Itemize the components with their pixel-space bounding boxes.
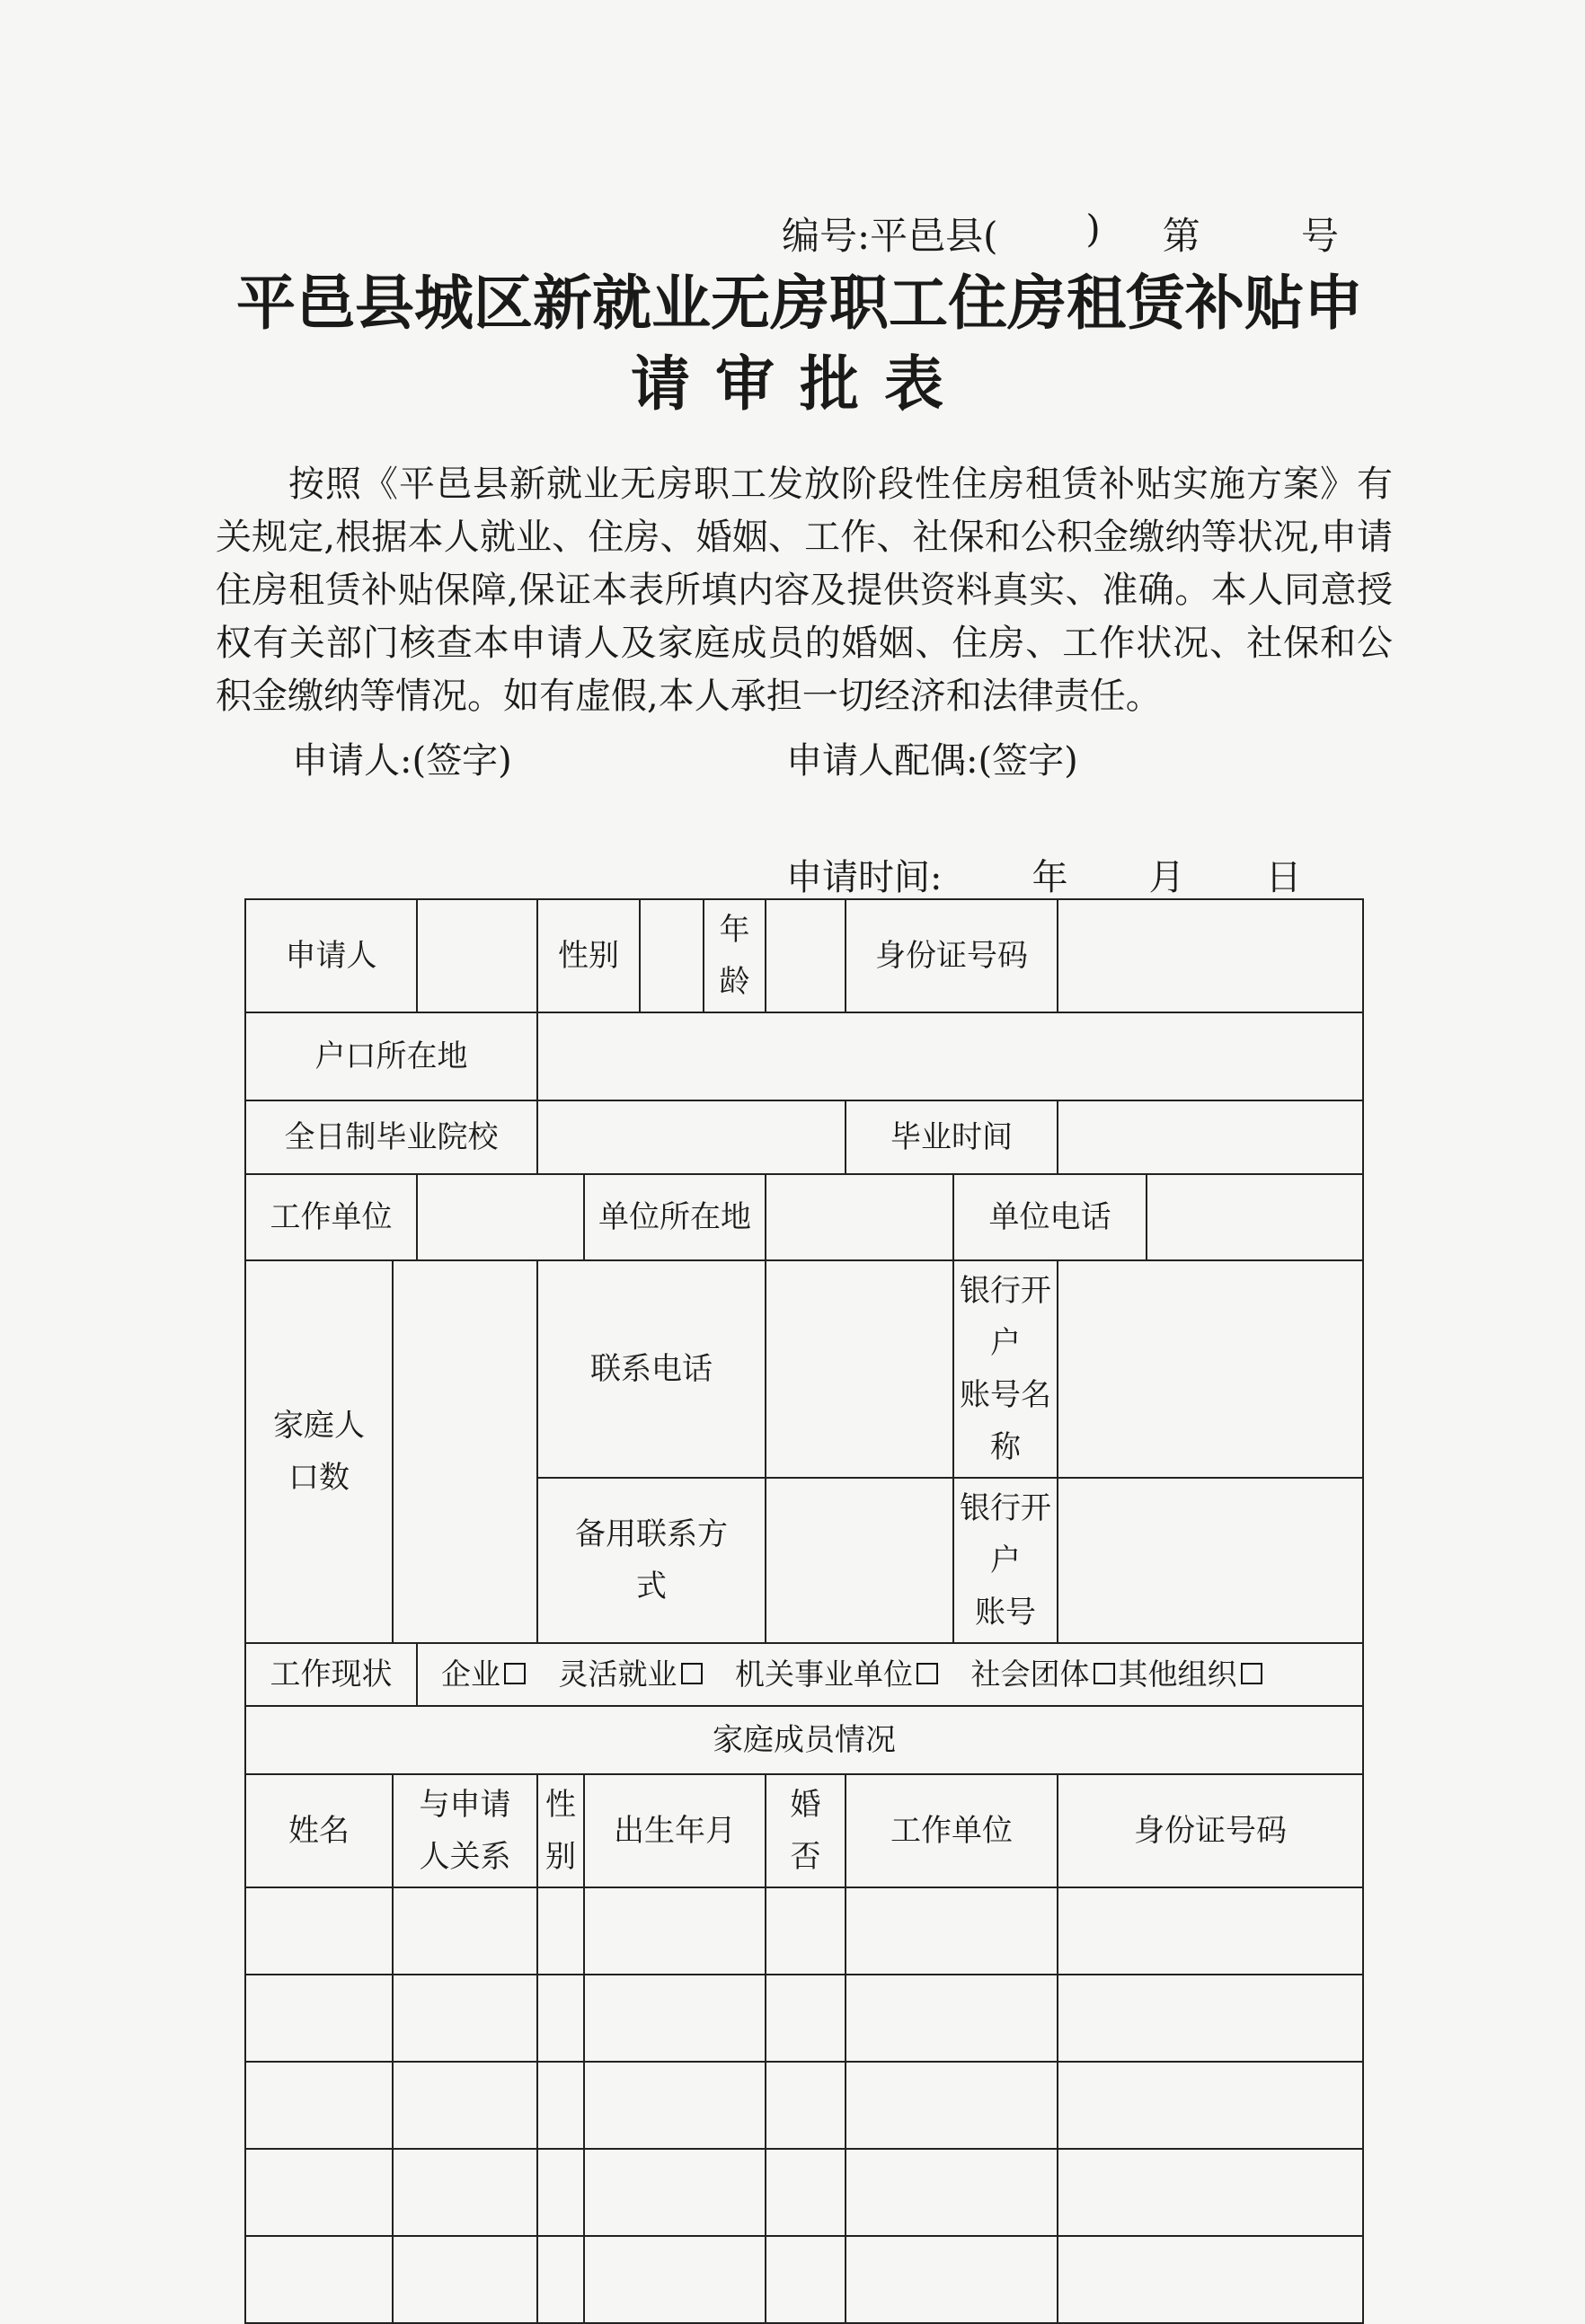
backup-contact-line-2: 式 [636,1568,667,1604]
row-employer [245,1174,1363,1260]
declaration-paragraph [216,458,1393,723]
member-married-cell[interactable] [766,1975,846,2062]
serial-di: 第 [1162,214,1200,258]
member-id-cell[interactable] [1058,2149,1363,2236]
col-member-birth: 出生年月 [584,1774,766,1887]
field-school[interactable] [537,1100,846,1174]
bank-account-line-2: 账号 [975,1595,1036,1630]
member-employer-cell[interactable] [846,1887,1058,1975]
label-employer: 工作单位 [245,1174,417,1260]
member-birth-cell[interactable] [584,2062,766,2149]
col-member-name: 姓名 [245,1774,393,1887]
label-bank-account [953,1478,1058,1643]
member-relation-cell[interactable] [393,2062,537,2149]
member-relation-cell[interactable] [393,2149,537,2236]
gender-line-2: 别 [545,1839,576,1875]
member-id-cell[interactable] [1058,2062,1363,2149]
member-relation-cell[interactable] [393,2236,537,2323]
col-member-relation [393,1774,537,1887]
field-age[interactable] [766,899,846,1012]
applicant-signature: 申请人:(签字) [292,740,512,782]
checkbox-other-org[interactable] [1241,1663,1262,1684]
label-id-number: 身份证号码 [846,899,1058,1012]
col-member-married [766,1774,846,1887]
option-government[interactable] [735,1657,942,1692]
label-hukou: 户口所在地 [245,1012,537,1100]
col-member-gender [537,1774,584,1887]
option-enterprise[interactable] [441,1657,529,1692]
field-hukou[interactable] [537,1012,1363,1100]
member-relation-cell[interactable] [393,1887,537,1975]
field-employer-phone[interactable] [1147,1174,1363,1260]
option-other-org-label: 其他组织 [1118,1657,1237,1692]
label-applicant: 申请人 [245,899,417,1012]
label-school: 全日制毕业院校 [245,1100,537,1174]
member-married-cell[interactable] [766,2149,846,2236]
field-applicant[interactable] [417,899,537,1012]
family-section-title: 家庭成员情况 [245,1706,1363,1774]
member-row [245,1975,1363,2062]
field-employer-location[interactable] [766,1174,953,1260]
col-member-employer: 工作单位 [846,1774,1058,1887]
row-basic-info [245,899,1363,1012]
member-name-cell[interactable] [245,2236,393,2323]
field-family-count[interactable] [393,1260,537,1643]
member-employer-cell[interactable] [846,2236,1058,2323]
member-employer-cell[interactable] [846,2062,1058,2149]
label-family-count [245,1260,393,1643]
field-id-number[interactable] [1058,899,1363,1012]
relation-line-2: 人关系 [419,1839,511,1875]
row-school [245,1100,1363,1174]
label-work-status: 工作现状 [245,1643,417,1706]
member-row [245,2062,1363,2149]
serial-number [782,207,1339,261]
signature-line [292,732,1370,783]
family-count-line-2: 口数 [288,1460,350,1496]
field-employer[interactable] [417,1174,584,1260]
option-flexible-label: 灵活就业 [558,1657,677,1692]
married-line-2: 否 [790,1839,821,1875]
apply-date-label: 申请时间: [786,857,943,898]
checkbox-flexible[interactable] [681,1663,703,1684]
checkbox-government[interactable] [916,1663,938,1684]
row-work-status [245,1643,1363,1706]
gender-line-1: 性 [545,1787,576,1823]
label-bank-name [953,1260,1058,1478]
title-line-2: 请审批表 [631,349,969,419]
member-name-cell[interactable] [245,1887,393,1975]
member-name-cell[interactable] [245,1975,393,2062]
member-name-cell[interactable] [245,2149,393,2236]
field-gender[interactable] [640,899,704,1012]
apply-date-month: 月 [1148,857,1185,898]
members-header-row [245,1774,1363,1887]
field-contact-phone[interactable] [766,1260,953,1478]
apply-date-year: 年 [1032,857,1068,898]
member-id-cell[interactable] [1058,2236,1363,2323]
document-title [216,262,1384,424]
label-contact-phone: 联系电话 [537,1260,766,1478]
member-married-cell[interactable] [766,1887,846,1975]
option-social-group[interactable] [971,1657,1119,1692]
apply-date [786,849,1325,900]
member-birth-cell[interactable] [584,2236,766,2323]
label-grad-time: 毕业时间 [846,1100,1058,1174]
label-gender: 性别 [537,899,640,1012]
serial-close: ) [1085,207,1101,251]
spouse-signature: 申请人配偶:(签字) [786,740,1078,782]
serial-hao: 号 [1300,214,1339,258]
member-birth-cell[interactable] [584,1975,766,2062]
bank-account-line-1: 银行开户 [960,1490,1051,1578]
member-row [245,2236,1363,2323]
relation-line-1: 与申请 [419,1787,511,1823]
field-bank-name[interactable] [1058,1260,1363,1478]
bank-name-line-1: 银行开户 [960,1273,1051,1361]
row-hukou [245,1012,1363,1100]
title-line-1: 平邑县城区新就业无房职工住房租赁补贴申 [236,268,1363,338]
backup-contact-line-1: 备用联系方 [575,1516,728,1552]
member-employer-cell[interactable] [846,1975,1058,2062]
serial-label: 编号:平邑县( [782,214,998,258]
label-employer-location: 单位所在地 [584,1174,766,1260]
field-grad-time[interactable] [1058,1100,1363,1174]
application-form-table [244,898,1364,2324]
declaration-text: 按照《平邑县新就业无房职工发放阶段性住房租赁补贴实施方案》有关规定,根据本人就业、住房、婚姻、工作、社保和公积金缴纳等状况,申请住房租赁补贴保障,保证本表所填内容及提供资料真实、准确。本人同意授权有关部门核查本申请人及家庭成员的婚姻、住房、工作状况、社保和公积金缴纳等情况。如有虚假,本人承担一切经济和法律责任。 [216,464,1393,717]
option-government-label: 机关事业单位 [735,1657,913,1692]
member-employer-cell[interactable] [846,2149,1058,2236]
member-id-cell[interactable] [1058,1887,1363,1975]
label-age: 年龄 [704,899,766,1012]
member-gender-cell[interactable] [537,2236,584,2323]
member-name-cell[interactable] [245,2062,393,2149]
work-status-options [417,1643,1363,1706]
married-line-1: 婚 [790,1787,821,1823]
member-row [245,1887,1363,1975]
col-member-id: 身份证号码 [1058,1774,1363,1887]
field-backup-contact[interactable] [766,1478,953,1643]
label-employer-phone: 单位电话 [953,1174,1147,1260]
member-married-cell[interactable] [766,2062,846,2149]
member-gender-cell[interactable] [537,1975,584,2062]
label-backup-contact [537,1478,766,1643]
option-other-org[interactable] [1119,1657,1266,1692]
member-id-cell[interactable] [1058,1975,1363,2062]
option-social-group-label: 社会团体 [970,1657,1090,1692]
bank-name-line-2: 账号名称 [960,1377,1051,1465]
field-bank-account[interactable] [1058,1478,1363,1643]
member-birth-cell[interactable] [584,1887,766,1975]
row-contact [245,1260,1363,1478]
family-count-line-1: 家庭人 [273,1408,365,1444]
member-gender-cell[interactable] [537,2149,584,2236]
apply-date-day: 日 [1265,857,1302,898]
member-relation-cell[interactable] [393,1975,537,2062]
member-gender-cell[interactable] [537,2062,584,2149]
option-flexible[interactable] [559,1657,706,1692]
checkbox-enterprise[interactable] [504,1663,526,1684]
checkbox-social-group[interactable] [1094,1663,1115,1684]
member-married-cell[interactable] [766,2236,846,2323]
member-row [245,2149,1363,2236]
row-family-section [245,1706,1363,1774]
member-gender-cell[interactable] [537,1887,584,1975]
member-birth-cell[interactable] [584,2149,766,2236]
option-enterprise-label: 企业 [441,1657,500,1692]
